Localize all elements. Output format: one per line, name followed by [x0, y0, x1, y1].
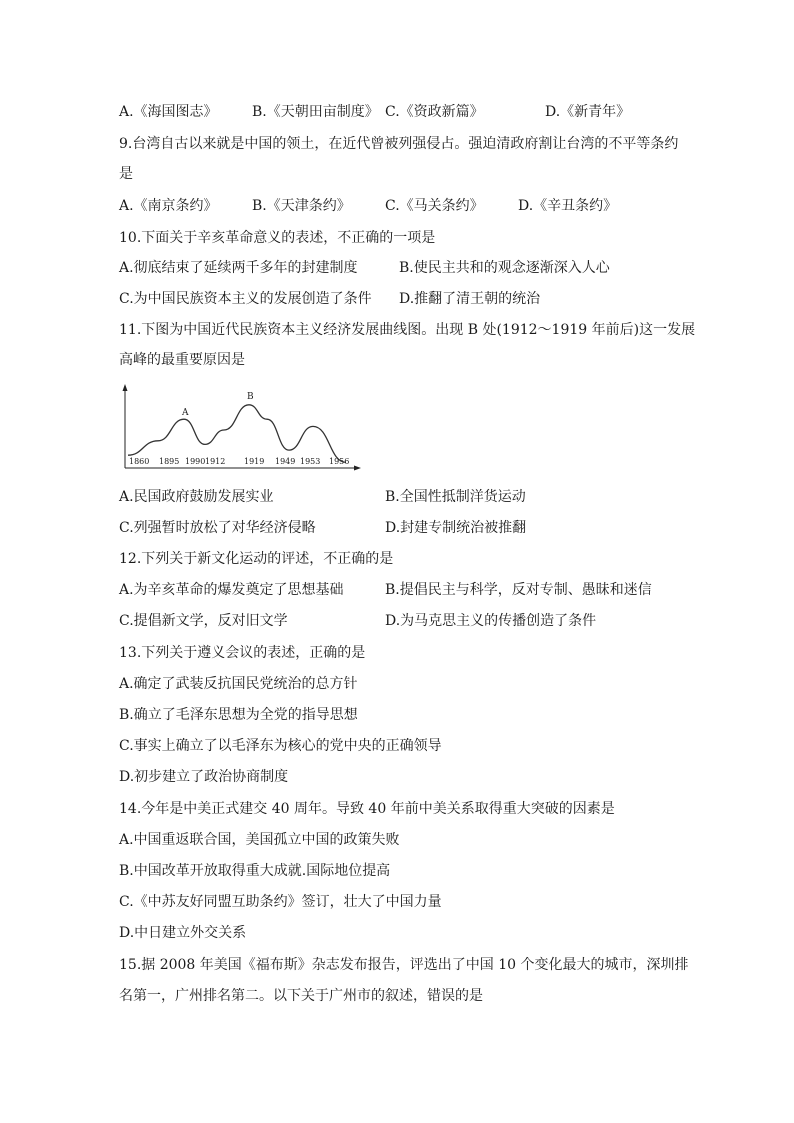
q9-option-a: A.《南京条约》 — [119, 198, 218, 214]
chart-x-axis-arrow — [354, 466, 361, 471]
q9-stem-line1: 9.台湾自古以来就是中国的领土，在近代曾被列强侵占。强迫清政府割让台湾的不平等条约 — [119, 136, 679, 152]
q9-option-b: B.《天津条约》 — [252, 198, 351, 214]
q13-option-d: D.初步建立了政治协商制度 — [119, 769, 289, 785]
q14-option-d: D.中日建立外交关系 — [119, 925, 247, 941]
q11-option-a: A.民国政府鼓励发展实业 — [119, 489, 274, 505]
q13-option-a: A.确定了武装反抗国民党统治的总方针 — [119, 676, 358, 692]
q12-option-c: C.提倡新文学，反对旧文学 — [119, 613, 288, 629]
chart-series-line — [128, 405, 346, 463]
q14-option-b: B.中国改革开放取得重大成就.国际地位提高 — [119, 863, 391, 879]
chart-annotation-b: B — [247, 392, 254, 402]
q8-option-b: B.《天朝田亩制度》 — [252, 104, 379, 120]
chart-x-tick-label: 1860 — [129, 457, 150, 466]
economy-line-chart — [118, 384, 362, 476]
q11-option-b: B.全国性抵制洋货运动 — [385, 489, 526, 505]
q9-stem-line2: 是 — [119, 166, 133, 182]
q11-option-d: D.封建专制统治被推翻 — [385, 520, 527, 536]
q8-option-c: C.《资政新篇》 — [385, 104, 484, 120]
q11-option-c: C.列强暂时放松了对华经济侵略 — [119, 520, 316, 536]
chart-x-tick-label: 1949 — [275, 457, 296, 466]
q10-option-c: C.为中国民族资本主义的发展创造了条件 — [119, 291, 372, 307]
q11-stem-line2: 高峰的最重要原因是 — [119, 352, 245, 368]
q8-option-a: A.《海国图志》 — [119, 104, 218, 120]
q14-option-c: C.《中苏友好同盟互助条约》签订，壮大了中国力量 — [119, 894, 442, 910]
q14-option-a: A.中国重返联合国，美国孤立中国的政策失败 — [119, 832, 400, 848]
q8-option-d: D.《新青年》 — [545, 104, 631, 120]
chart-x-tick-label: 1912 — [205, 457, 226, 466]
chart-x-tick-label: 1919 — [244, 457, 265, 466]
q13-stem: 13.下列关于遵义会议的表述，正确的是 — [119, 645, 366, 661]
q12-option-d: D.为马克思主义的传播创造了条件 — [385, 613, 597, 629]
q13-option-b: B.确立了毛泽东思想为全党的指导思想 — [119, 707, 358, 723]
q12-option-a: A.为辛亥革命的爆发奠定了思想基础 — [119, 582, 344, 598]
q14-stem: 14.今年是中美正式建交 40 周年。导致 40 年前中美关系取得重大突破的因素是 — [119, 801, 615, 817]
q10-option-d: D.推翻了清王朝的统治 — [399, 291, 541, 307]
q9-option-d: D.《辛丑条约》 — [518, 198, 618, 214]
q10-option-a: A.彻底结束了延续两千多年的封建制度 — [119, 260, 358, 276]
chart-x-tick-label: 1953 — [300, 457, 321, 466]
q12-option-b: B.提倡民主与科学，反对专制、愚昧和迷信 — [385, 582, 652, 598]
q9-option-c: C.《马关条约》 — [385, 198, 484, 214]
q15-stem-line1: 15.据 2008 年美国《福布斯》杂志发布报告，评选出了中国 10 个变化最大的城市，深圳排 — [119, 957, 689, 973]
chart-y-axis-arrow — [123, 384, 128, 391]
q11-stem-line1: 11.下图为中国近代民族资本主义经济发展曲线图。出现 B 处(1912～1919 年前后)这一发展 — [119, 322, 696, 338]
chart-x-tick-label: 1990 — [185, 457, 206, 466]
chart-x-tick-label: 1895 — [159, 457, 180, 466]
q12-stem: 12.下列关于新文化运动的评述，不正确的是 — [119, 551, 394, 567]
q10-option-b: B.使民主共和的观念逐渐深入人心 — [399, 260, 610, 276]
q15-stem-line2: 名第一，广州排名第二。以下关于广州市的叙述，错误的是 — [119, 988, 483, 1004]
q10-stem: 10.下面关于辛亥革命意义的表述，不正确的一项是 — [119, 230, 436, 246]
q13-option-c: C.事实上确立了以毛泽东为核心的党中央的正确领导 — [119, 738, 442, 754]
chart-annotation-a: A — [182, 408, 189, 418]
chart-x-tick-label: 1956 — [329, 457, 350, 466]
